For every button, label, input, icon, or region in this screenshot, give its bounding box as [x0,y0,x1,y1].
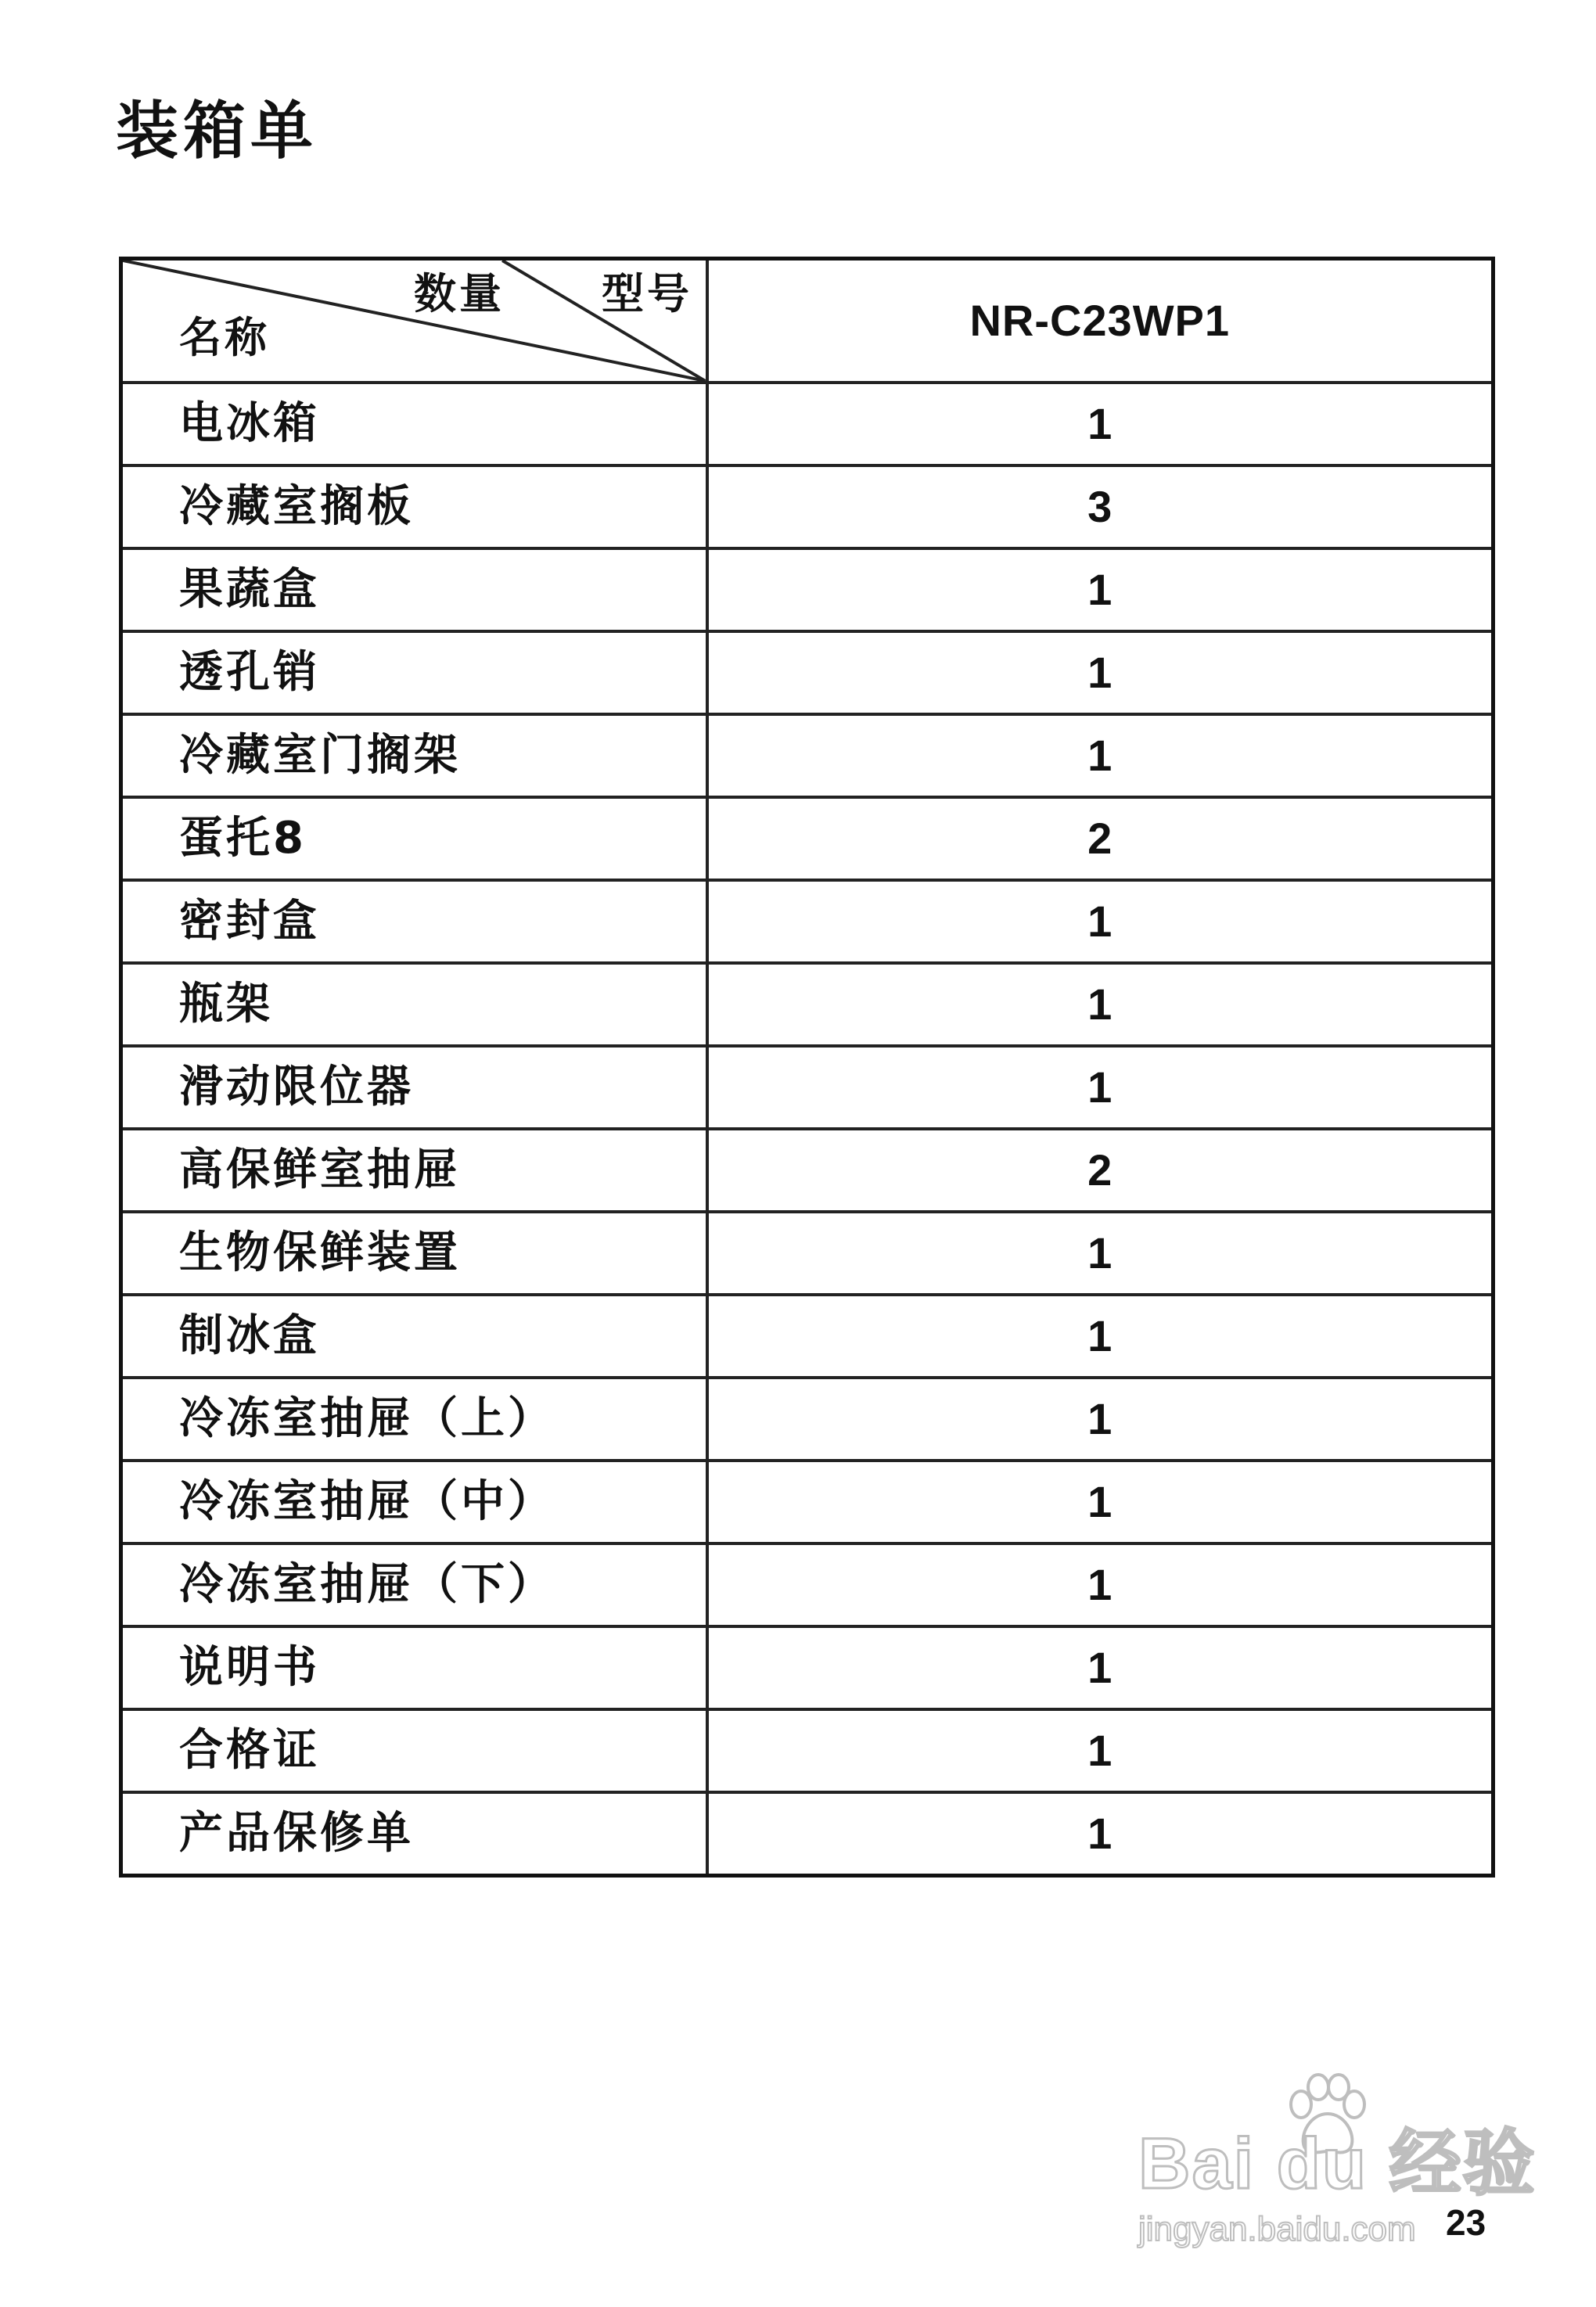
item-name-cell: 合格证 [121,1709,707,1792]
item-name-cell: 高保鲜室抽屉 [121,1129,707,1212]
item-name-cell: 生物保鲜装置 [121,1212,707,1295]
watermark-logo-text: Bai du 经验 [1138,2124,1537,2204]
item-quantity-cell: 1 [707,631,1494,714]
table-row [121,631,1494,714]
item-quantity-cell: 1 [707,714,1494,797]
item-quantity-cell: 1 [707,1295,1494,1378]
table-row [121,963,1494,1046]
table-row [121,714,1494,797]
item-name-cell: 电冰箱 [121,383,707,465]
table-row [121,797,1494,880]
item-name-cell: 冷冻室抽屉（下） [121,1543,707,1626]
item-quantity-cell: 1 [707,1709,1494,1792]
item-quantity-cell: 1 [707,383,1494,465]
item-name-cell: 蛋托8 [121,797,707,880]
item-name-cell: 透孔销 [121,631,707,714]
item-name-cell: 冷冻室抽屉（中） [121,1461,707,1543]
table-row [121,1709,1494,1792]
item-quantity-cell: 1 [707,963,1494,1046]
item-name-cell: 果蔬盒 [121,548,707,631]
table-row [121,1129,1494,1212]
packing-list-table [119,257,1495,1878]
item-quantity-cell: 3 [707,465,1494,548]
item-quantity-cell: 1 [707,880,1494,963]
item-name-cell: 滑动限位器 [121,1046,707,1129]
table-row [121,1295,1494,1378]
page-number: 23 [1446,2202,1486,2243]
header-model-value: NR-C23WP1 [707,259,1494,383]
table-row [121,1461,1494,1543]
table-row [121,383,1494,465]
header-model-label: 型号 [602,269,692,318]
item-name-cell: 冷藏室门搁架 [121,714,707,797]
item-name-cell: 产品保修单 [121,1792,707,1876]
table-row [121,1378,1494,1461]
item-quantity-cell: 2 [707,1129,1494,1212]
item-quantity-cell: 1 [707,1543,1494,1626]
table-row [121,548,1494,631]
table-row [121,1046,1494,1129]
item-quantity-cell: 1 [707,1626,1494,1709]
table-row [121,1626,1494,1709]
item-quantity-cell: 1 [707,1378,1494,1461]
header-name-label: 名称 [179,313,270,362]
item-name-cell: 冷藏室搁板 [121,465,707,548]
item-quantity-cell: 1 [707,1046,1494,1129]
item-quantity-cell: 2 [707,797,1494,880]
item-quantity-cell: 1 [707,1461,1494,1543]
item-name-cell: 密封盒 [121,880,707,963]
page-title: 装箱单 [116,95,318,167]
table-row [121,1543,1494,1626]
item-name-cell: 制冰盒 [121,1295,707,1378]
table-row [121,465,1494,548]
table-row [121,1212,1494,1295]
watermark-url: jingyan.baidu.com [1138,2210,1416,2248]
item-name-cell: 说明书 [121,1626,707,1709]
table-row [121,1792,1494,1876]
diagonal-header-cell [121,259,707,383]
table-row [121,880,1494,963]
table-header-row [121,259,1494,383]
item-quantity-cell: 1 [707,1792,1494,1876]
header-quantity-label: 数量 [414,269,505,318]
item-quantity-cell: 1 [707,548,1494,631]
item-name-cell: 瓶架 [121,963,707,1046]
item-name-cell: 冷冻室抽屉（上） [121,1378,707,1461]
item-quantity-cell: 1 [707,1212,1494,1295]
table-body [121,383,1494,1876]
